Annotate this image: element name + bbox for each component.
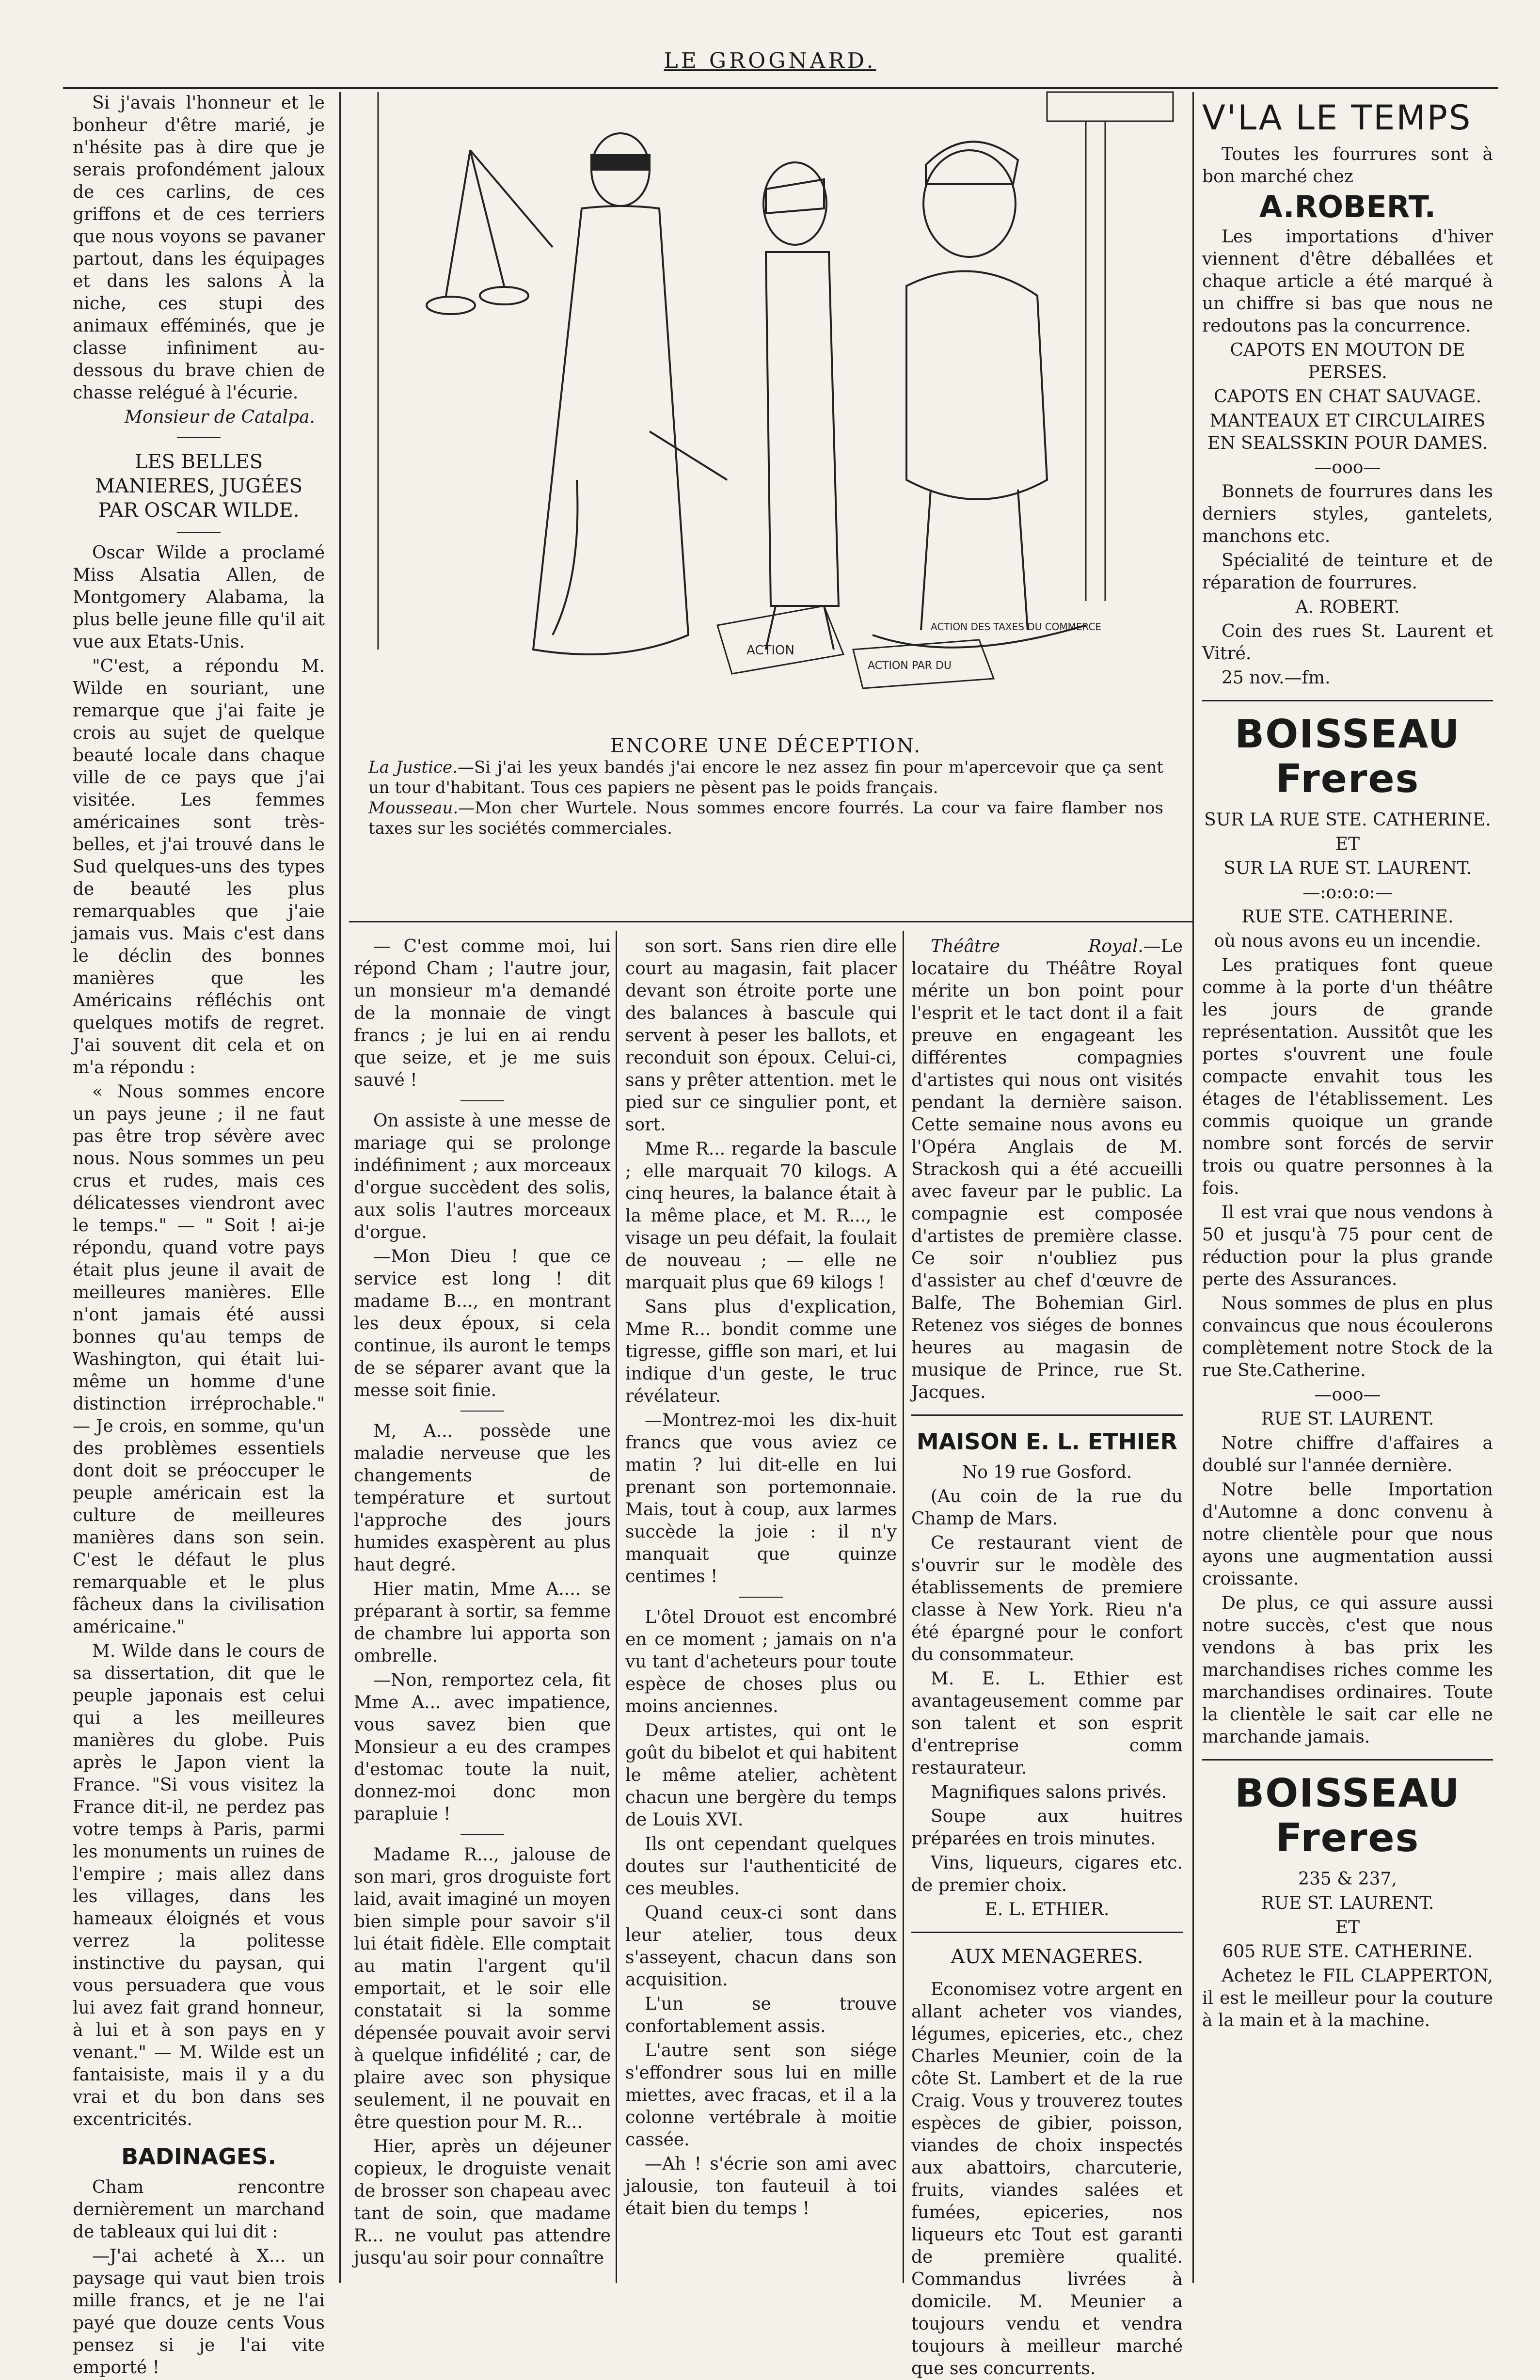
speaker-name: Mousseau. bbox=[368, 798, 459, 818]
address-detail: (Au coin de la rue du Champ de Mars. bbox=[911, 1487, 1183, 1529]
theatre-paragraph bbox=[911, 936, 1183, 1404]
paragraph: Economisez votre argent en allant acheter vos viandes, légumes, epiceries, etc., chez Charles Meunier, coin de la côte St. Lambert et de la rue Craig. Vous y trouverez toutes espèces de gibier, poisson, viandes de choix inspectés aux abattoirs, charcuterie, fruits, viandes salées et fumées, epiceries, nos liqueurs etc Tout est garanti de première qualité. Commandus livrées à domicile. M. Meunier a toujours vendu et vendra toujours à meilleur marché que ses concurrents. bbox=[911, 1980, 1183, 2379]
section-heading: RUE ST. LAURENT. bbox=[1261, 1409, 1434, 1429]
theatre-text: —Le locataire du Théâtre Royal mérite un bon point pour l'esprit et le tact dont il a fait preuve en engageant les différentes compagnies d'artistes qui nous ont visités pendant la dernière saison. Cette semaine nous avons eu l'Opéra Anglais de M. Strackosh qui a été accueilli avec faveur par le public. La compagnie est composée d'artistes de première classe. Ce soir n'oubliez pus d'assister au chef d'œuvre de Balfe, The Bohemian Girl. Retenez vos siéges de bonnes heures au magasin de musique de Prince, rue St. Jacques. bbox=[911, 936, 1183, 1402]
paragraph: Vins, liqueurs, cigares etc. de premier choix. bbox=[911, 1853, 1183, 1895]
paragraph: —Montrez-moi les dix-huit francs que vous aviez ce matin ? lui dit-elle en lui prenant son portemonnaie. Mais, tout à coup, aux larmes succède la joie : il n'y manquait que quinze centimes ! bbox=[625, 1411, 897, 1587]
column-rule bbox=[903, 931, 904, 2283]
column-2 bbox=[354, 936, 611, 2281]
divider bbox=[911, 1932, 1183, 1933]
paragraph: M. E. L. Ethier est avantageusement comme par son talent et son esprit d'entreprise comm restaurateur. bbox=[911, 1669, 1183, 1778]
cartoon-dialogue bbox=[349, 757, 1183, 839]
paragraph: Toutes les fourrures sont à bon marché chez bbox=[1202, 144, 1493, 187]
separator bbox=[177, 532, 221, 533]
separator-text: —ooo— bbox=[1314, 458, 1381, 477]
paragraph: Coin des rues St. Laurent et Vitré. bbox=[1202, 621, 1493, 664]
paragraph: Sans plus d'explication, Mme R... bondit comme une tigresse, giffle son mari, et lui indique d'un geste, le truc révélateur. bbox=[625, 1297, 897, 1406]
ad-title: V'LA LE TEMPS bbox=[1202, 98, 1472, 138]
paragraph: « Nous sommes encore un pays jeune ; il ne faut pas être trop sévère avec nous. Nous sommes un peu crus et rudes, mais ces délicatesses viendront avec le temps." — " Soit ! ai-je répondu, quand votre pays était plus jeune il avait de meilleures manières. Elle n'ont jamais été aussi bonnes qu'au temps de Washington, qui était lui-même un homme d'une distinction irréprochable." — Je crois, en somme, qu'un des problèmes essentiels dont doit se préoccuper le peuple américain est la culture de meilleures manières dans son sein. C'est le défaut le plus remarquable et le plus fâcheux dans la civilisation américaine." bbox=[73, 1082, 325, 1637]
date-line: 25 nov.—fm. bbox=[1222, 668, 1331, 688]
paragraph: Magnifiques salons privés. bbox=[931, 1782, 1167, 1802]
boisseau-title: BOISSEAU Freres bbox=[1235, 712, 1461, 801]
paragraph: —Mon Dieu ! que ce service est long ! dit madame B..., en montrant les deux époux, si cela continue, ils auront le temps de se séparer avant que la messe soit finie. bbox=[354, 1247, 611, 1400]
separator bbox=[177, 437, 221, 438]
separator bbox=[739, 1597, 783, 1598]
menageres-title: AUX MENAGERES. bbox=[951, 1946, 1143, 1968]
paragraph: Nous sommes de plus en plus convaincus que nous écoulerons complètement notre Stock de la rue Ste.Catherine. bbox=[1202, 1294, 1493, 1380]
maison-title: MAISON E. L. ETHIER bbox=[916, 1428, 1178, 1455]
paragraph: Soupe aux huitres préparées en trois minutes. bbox=[911, 1807, 1183, 1849]
article-title: LES BELLES MANIERES, JUGÉES PAR OSCAR WILDE. bbox=[95, 451, 303, 522]
paragraph: Hier matin, Mme A.... se préparant à sortir, sa femme de chambre lui apporta son ombrelle. bbox=[354, 1579, 611, 1666]
robert-signature: A. ROBERT. bbox=[1295, 597, 1400, 617]
address-line: SUR LA RUE STE. CATHERINE. bbox=[1204, 810, 1491, 830]
paragraph: L'autre sent son siége s'effondrer sous lui en mille miettes, avec fracas, et il a la colonne vertébrale à moitie cassée. bbox=[625, 2041, 897, 2150]
paragraph: Ce restaurant vient de s'ouvrir sur le modèle des établissements de premiere classe à New York. Rieu n'a été épargné pour le confort du consommateur. bbox=[911, 1533, 1183, 1665]
signature: Monsieur de Catalpa. bbox=[124, 407, 315, 427]
badinages-title: BADINAGES. bbox=[121, 2143, 276, 2170]
separator bbox=[460, 1834, 504, 1835]
paper-label: ACTION DES TAXES DU COMMERCE bbox=[931, 621, 1102, 633]
column-5 bbox=[1202, 92, 1493, 2281]
paragraph: —Non, remportez cela, fit Mme A... avec impatience, vous savez bien que Monsieur a eu des crampes d'estomac toute la nuit, donnez-moi donc mon parapluie ! bbox=[354, 1670, 611, 1824]
paragraph: On assiste à une messe de mariage qui se prolonge indéfiniment ; aux morceaux d'orgue succèdent des solis, aux solis l'autres morceaux d'orgue. bbox=[354, 1111, 611, 1242]
robert-name: A.ROBERT. bbox=[1259, 189, 1436, 224]
address-line: 235 & 237, bbox=[1298, 1869, 1397, 1889]
paragraph: Spécialité de teinture et de réparation de fourrures. bbox=[1202, 551, 1493, 593]
paragraph: M. Wilde dans le cours de sa dissertation, dit que le peuple japonais est celui qui a les meilleures manières du globe. Puis après le Japon vient la France. "Si vous visitez la France dit-il, ne perdez pas votre temps à Paris, parmi les monuments un ruines de l'empire ; mais allez dans les villages, dans les hameaux éloignés et vous verrez la politesse instinctive du paysan, qui vous persuadera que vous lui avez fait grand honneur, à lui et à son pays en y venant." — M. Wilde est un fantaisiste, mais il y a du vrai et du bon dans ses excentricités. bbox=[73, 1641, 325, 2129]
paragraph: Bonnets de fourrures dans les derniers styles, gantelets, manchons etc. bbox=[1202, 482, 1493, 546]
cartoon-illustration bbox=[349, 92, 1183, 722]
paragraph: Cham rencontre dernièrement un marchand de tableaux qui lui dit : bbox=[73, 2177, 325, 2242]
paragraph: Hier, après un déjeuner copieux, le droguiste venait de brosser son chapeau avec tant de soin, que madame R... ne voulut pas attendre jusqu'au soir pour connaître bbox=[354, 2137, 611, 2268]
column-4 bbox=[911, 936, 1183, 2379]
intro-paragraph: Si j'avais l'honneur et le bonheur d'être marié, je n'hésite pas à dire que je serais profondément jaloux de ces carlins, de ces griffons et de ces terriers que nous voyons se pavaner partout, dans les équipages et dans les salons À la niche, ces stupi des animaux efféminés, que je classe infiniment au-dessous du brave chien de chasse relégué à l'écurie. bbox=[73, 93, 325, 403]
theatre-heading: Théâtre Royal. bbox=[931, 936, 1143, 956]
paragraph: Il est vrai que nous vendons à 50 et jusqu'à 75 pour cent de réduction pour la plus grande perte des Assurances. bbox=[1202, 1203, 1493, 1289]
address: No 19 rue Gosford. bbox=[962, 1462, 1132, 1482]
paragraph: De plus, ce qui assure aussi notre succès, c'est que nous vendons à bas prix les marchandises riches comme les marchandises ordinaires. Toute la clientèle le sait car elle ne marchande jamais. bbox=[1202, 1593, 1493, 1747]
divider bbox=[1202, 700, 1493, 701]
dialogue-line: —Si j'ai les yeux bandés j'ai encore le nez assez fin pour m'apercevoir que ça sent un tour d'habitant. Tous ces papiers ne pèsent pas le poids français. bbox=[368, 758, 1164, 797]
separator-text: —:o:o:o:— bbox=[1302, 883, 1393, 903]
divider bbox=[1202, 1759, 1493, 1761]
paragraph: Quand ceux-ci sont dans leur atelier, tous deux s'asseyent, chacun dans son acquisition. bbox=[625, 1903, 897, 1990]
address-line: ET bbox=[1335, 834, 1360, 854]
paragraph: —J'ai acheté à X... un paysage qui vaut bien trois mille francs, et je ne l'ai payé que douze cents Vous pensez si je l'ai vite emporté ! bbox=[73, 2246, 325, 2378]
top-rule bbox=[63, 87, 1498, 89]
paper-label: ACTION bbox=[746, 643, 794, 658]
address-line: RUE ST. LAURENT. bbox=[1261, 1893, 1434, 1913]
column-rule bbox=[1192, 92, 1194, 2283]
boisseau-title: BOISSEAU Freres bbox=[1235, 1771, 1461, 1860]
column-rule bbox=[339, 92, 341, 2283]
separator-text: —ooo— bbox=[1314, 1385, 1381, 1405]
paragraph: "C'est, a répondu M. Wilde en souriant, une remarque que j'ai faite je crois au sujet de quelque beauté locale dans chaque ville de ce pays que j'ai visitée. Les femmes américaines sont très-belles, et j'ai trouvé dans le Sud quelques-uns des types de beauté les plus remarquables que j'aie jamais vus. Mais c'est dans le déclin des bonnes manières que les Américains réfléchis ont quelques motifs de regret. J'ai souvent dit cela et on m'a répondu : bbox=[73, 656, 325, 1078]
paragraph: Madame R..., jalouse de son mari, gros droguiste fort laid, avait imaginé un moyen bien simple pour savoir s'il lui était fidèle. Elle comptait au matin l'argent qu'il emportait, et le soir elle constatait si la somme dépensée pouvait avoir servi à quelque infidélité ; car, de plaire avec son physique seulement, il ne pouvait en être question pour M. R... bbox=[354, 1845, 611, 2132]
paragraph: L'un se trouve confortablement assis. bbox=[625, 1994, 897, 2036]
address-line: 605 RUE STE. CATHERINE. bbox=[1222, 1942, 1473, 1962]
paragraph: Mme R... regarde la bascule ; elle marquait 70 kilogs. A cinq heures, la balance était à la même place, et M. R..., le visage un peu défait, la foulait de nouveau ; — elle ne marquait plus que 69 kilogs ! bbox=[625, 1139, 897, 1293]
cartoon-block bbox=[349, 92, 1183, 897]
separator bbox=[460, 1100, 504, 1101]
column-3 bbox=[625, 936, 897, 2281]
cartoon-caption: ENCORE UNE DÉCEPTION. bbox=[610, 735, 921, 757]
paragraph: Notre belle Importation d'Automne a donc convenu à notre clientèle pour que nous ayons une augmentation aussi croissante. bbox=[1202, 1480, 1493, 1589]
column-rule bbox=[349, 921, 1192, 922]
paragraph: Les importations d'hiver viennent d'être déballées et chaque article a été marqué à un chiffre si bas que nous ne redoutons pas la concurrence. bbox=[1202, 227, 1493, 336]
paragraph: Notre chiffre d'affaires a doublé sur l'année dernière. bbox=[1202, 1433, 1493, 1476]
paragraph: Ils ont cependant quelques doutes sur l'authenticité de ces meubles. bbox=[625, 1834, 897, 1899]
dialogue-line: —Mon cher Wurtele. Nous sommes encore fourrés. La cour va faire flamber nos taxes sur les sociétés commerciales. bbox=[368, 798, 1163, 838]
paragraph: M, A... possède une maladie nerveuse que les changements de température et surtout l'approche des jours humides exaspèrent au plus haut degré. bbox=[354, 1421, 611, 1575]
paragraph: Oscar Wilde a proclamé Miss Alsatia Allen, de Montgomery Alabama, la plus belle jeune fille qu'il ait vue aux Etats-Unis. bbox=[73, 543, 325, 652]
column-1 bbox=[73, 92, 325, 2378]
paragraph: — C'est comme moi, lui répond Cham ; l'autre jour, un monsieur m'a demandé de la monnaie de vingt francs ; je lui en ai rendu que seize, et je me suis sauvé ! bbox=[354, 936, 611, 1090]
paragraph: —Ah ! s'écrie son ami avec jalousie, ton fauteuil à toi était bien du temps ! bbox=[625, 2154, 897, 2219]
divider bbox=[911, 1414, 1183, 1416]
address-line: SUR LA RUE ST. LAURENT. bbox=[1223, 858, 1472, 878]
address-line: ET bbox=[1335, 1918, 1360, 1937]
section-heading: RUE STE. CATHERINE. bbox=[1241, 907, 1454, 927]
paragraph: où nous avons eu un incendie. bbox=[1214, 931, 1481, 951]
paragraph: Deux artistes, qui ont le goût du bibelot et qui habitent le même atelier, achètent chacun une bergère du temps de Louis XVI. bbox=[625, 1721, 897, 1830]
column-rule bbox=[616, 931, 617, 2283]
product-line: CAPOTS EN MOUTON DE PERSES. bbox=[1230, 340, 1465, 382]
product-line: CAPOTS EN CHAT SAUVAGE. bbox=[1213, 387, 1482, 407]
separator bbox=[460, 1411, 504, 1412]
paragraph: L'ôtel Drouot est encombré en ce moment ; jamais on n'a vu tant d'acheteurs pour toute espèce de choses plus ou moins anciennes. bbox=[625, 1607, 897, 1716]
paragraph: Les pratiques font queue comme à la porte d'un théâtre les jours de grande représentation. Aussitôt que les portes s'ouvrent une foule compacte envahit tous les étages de l'établissement. Les commis quoique un grande nombre sont forcés de servir trois ou quatre personnes à la fois. bbox=[1202, 955, 1493, 1198]
product-line: MANTEAUX ET CIRCULAIRES EN SEALSSKIN POUR DAMES. bbox=[1207, 411, 1488, 453]
paragraph: Achetez le FIL CLAPPERTON, il est le meilleur pour la couture à la main et à la machine. bbox=[1202, 1966, 1493, 2031]
newspaper-title: LE GROGNARD. bbox=[664, 48, 876, 73]
paper-label: ACTION PAR DU bbox=[868, 660, 952, 672]
masthead bbox=[0, 0, 1540, 73]
speaker-name: La Justice. bbox=[368, 758, 458, 777]
paragraph: son sort. Sans rien dire elle court au magasin, fait placer devant son étroite porte une des balances à bascule qui servent à peser les ballots, et reconduit son époux. Celui-ci, sans y prêter attention. met le pied sur ce singulier pont, et sort. bbox=[625, 936, 897, 1135]
signature: E. L. ETHIER. bbox=[984, 1900, 1110, 1920]
